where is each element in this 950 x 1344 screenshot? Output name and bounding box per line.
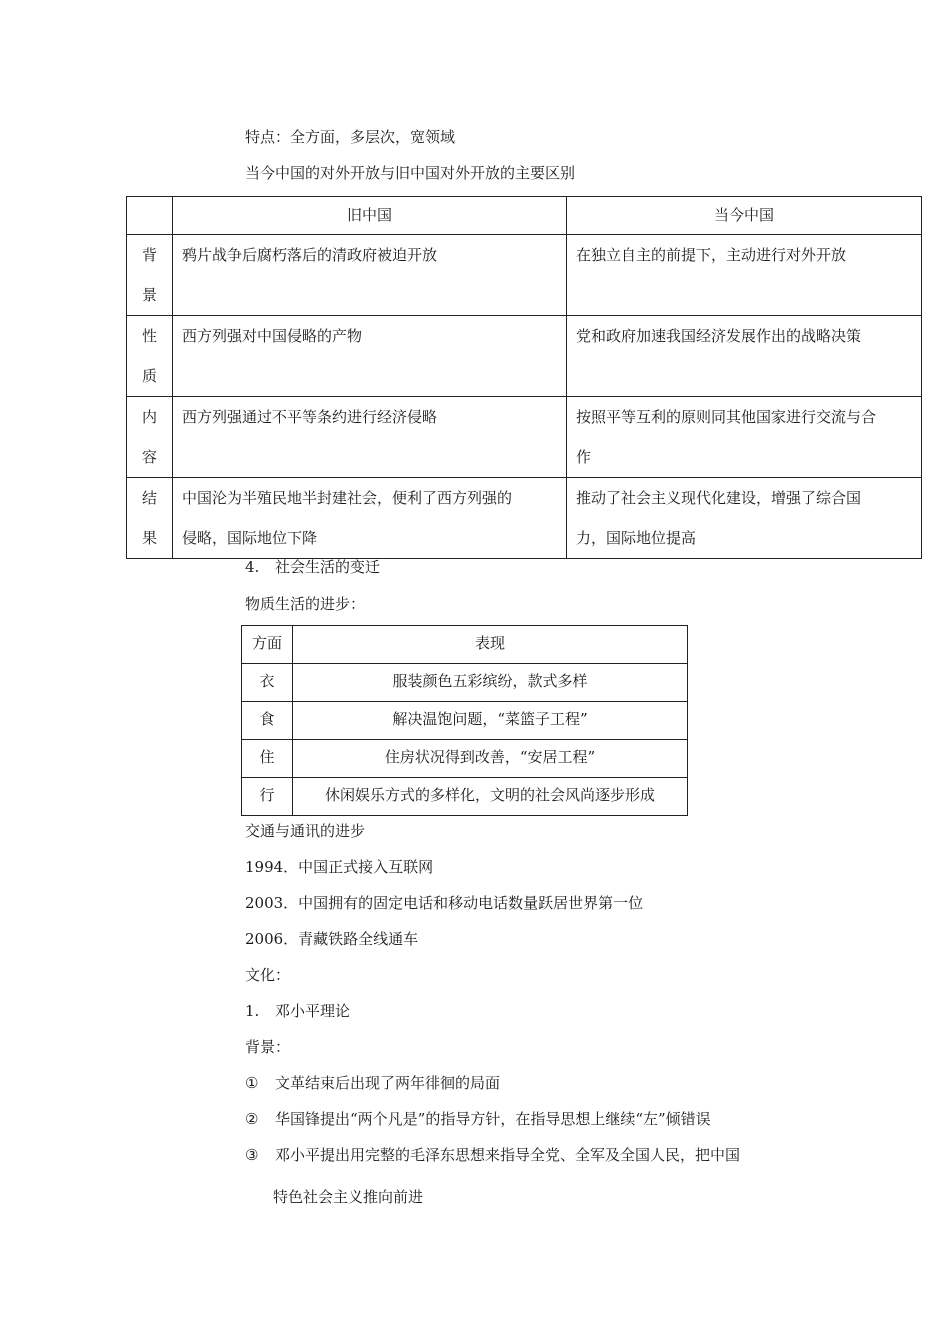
list-item: ② 华国锋提出“两个凡是”的指导方针，在指导思想上继续“左”倾错误 [245,1110,711,1128]
table-row [127,397,922,478]
header-desc: 表现 [293,626,688,664]
new-cell: 推动了社会主义现代化建设，增强了综合国 力，国际地位提高 [567,478,922,559]
deng-heading: 1. 邓小平理论 [245,1002,351,1020]
old-cell: 西方列强通过不平等条约进行经济侵略 [173,397,567,478]
table-row [242,740,688,778]
table-row [242,702,688,740]
material-table [241,625,688,816]
event-line: 1994．中国正式接入互联网 [245,858,434,876]
old-cell: 中国沦为半殖民地半封建社会，便利了西方列强的 侵略，国际地位下降 [173,478,567,559]
table-row [127,235,922,316]
transport-title: 交通与通讯的进步 [245,822,366,840]
row-label: 内 容 [127,397,173,478]
table-row [127,478,922,559]
row-label: 性 质 [127,316,173,397]
culture-heading: 文化： [245,966,291,984]
desc-cell: 住房状况得到改善，“安居工程” [293,740,688,778]
desc-cell: 服装颜色五彩缤纷，款式多样 [293,664,688,702]
list-item: ① 文革结束后出现了两年徘徊的局面 [245,1074,501,1092]
row-label: 结 果 [127,478,173,559]
aspect-cell: 住 [242,740,293,778]
header-aspect: 方面 [242,626,293,664]
list-item: ③ 邓小平提出用完整的毛泽东思想来指导全党、全军及全国人民，把中国 [245,1146,741,1164]
aspect-cell: 衣 [242,664,293,702]
section-4-heading: 4. 社会生活的变迁 [245,558,381,576]
table-row [242,664,688,702]
header-modern-china: 当今中国 [567,197,922,235]
header-empty [127,197,173,235]
row-label: 背 景 [127,235,173,316]
material-title: 物质生活的进步： [245,595,366,613]
new-cell: 党和政府加速我国经济发展作出的战略决策 [567,316,922,397]
aspect-cell: 行 [242,778,293,816]
desc-cell: 休闲娱乐方式的多样化，文明的社会风尚逐步形成 [293,778,688,816]
list-item-continuation: 特色社会主义推向前进 [273,1188,424,1206]
old-cell: 鸦片战争后腐朽落后的清政府被迫开放 [173,235,567,316]
features-line: 特点：全方面，多层次，宽领域 [245,128,456,146]
new-cell: 按照平等互利的原则同其他国家进行交流与合 作 [567,397,922,478]
header-old-china: 旧中国 [173,197,567,235]
comparison-table [126,196,922,559]
background-heading: 背景： [245,1038,291,1056]
old-cell: 西方列强对中国侵略的产物 [173,316,567,397]
table-header-row [242,626,688,664]
table-row [242,778,688,816]
table-row [127,316,922,397]
event-line: 2006．青藏铁路全线通车 [245,930,419,948]
table-header-row [127,197,922,235]
aspect-cell: 食 [242,702,293,740]
event-line: 2003．中国拥有的固定电话和移动电话数量跃居世界第一位 [245,894,644,912]
desc-cell: 解决温饱问题，“菜篮子工程” [293,702,688,740]
new-cell: 在独立自主的前提下，主动进行对外开放 [567,235,922,316]
compare-title: 当今中国的对外开放与旧中国对外开放的主要区别 [245,164,576,182]
